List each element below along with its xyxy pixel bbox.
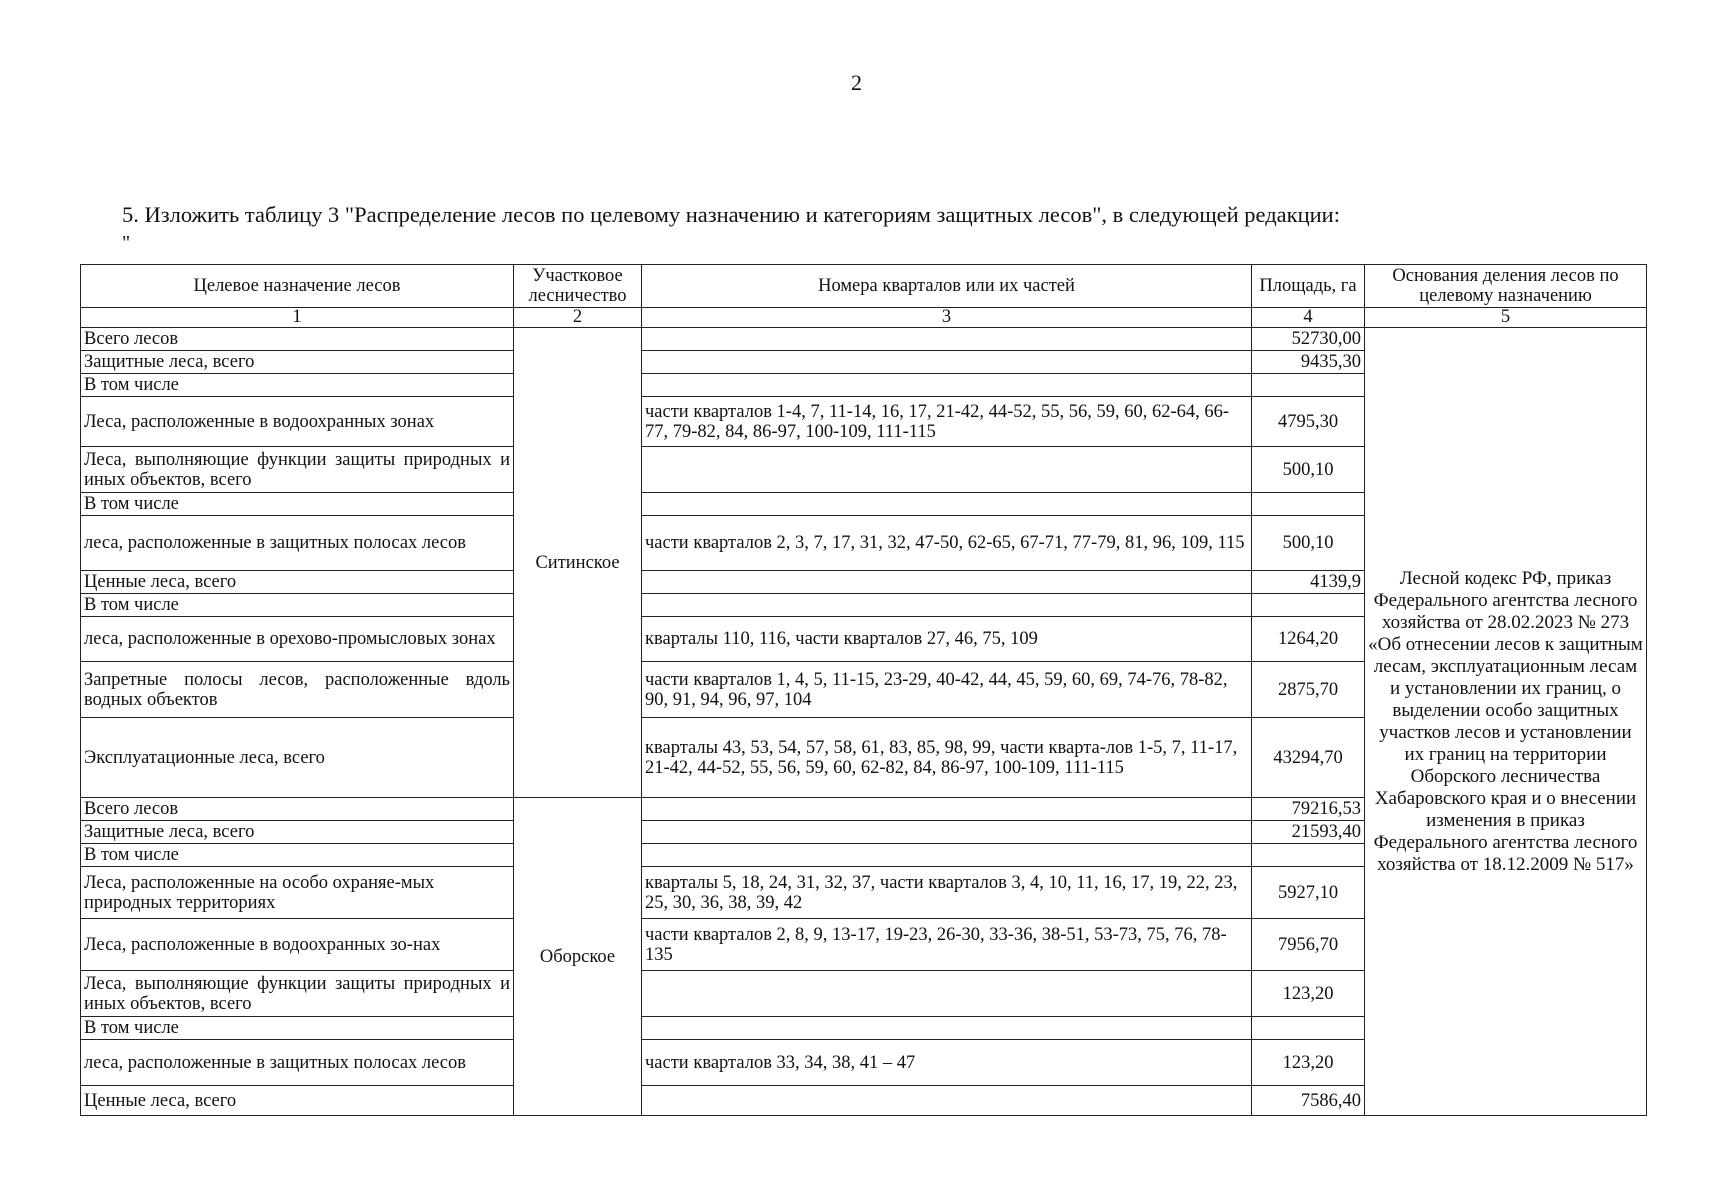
area-cell: 500,10 [1252,516,1365,571]
quarters-cell [642,971,1252,1017]
intro-text: 5. Изложить таблицу 3 "Распределение лесов по целевому назначению и категориям защитных лесов", в следующей редакции: [122,202,1340,227]
purpose-cell: В том числе [81,374,514,397]
purpose-cell: Всего лесов [81,328,514,351]
purpose-cell: Леса, выполняющие функции защиты природных и иных объектов, всего [81,447,514,493]
area-cell: 4795,30 [1252,397,1365,447]
purpose-cell: Леса, расположенные на особо охраняе-мых природных территориях [81,867,514,919]
header-forestry: Участковое лесничество [514,265,642,308]
area-cell: 7586,40 [1252,1086,1365,1116]
column-number: 5 [1365,308,1647,328]
area-cell [1252,594,1365,617]
purpose-cell: В том числе [81,493,514,516]
purpose-cell: леса, расположенные в защитных полосах лесов [81,516,514,571]
quarters-cell [642,821,1252,844]
purpose-cell: Запретные полосы лесов, расположенные вдоль водных объектов [81,662,514,718]
area-cell: 4139,9 [1252,571,1365,594]
area-cell: 500,10 [1252,447,1365,493]
quarters-cell: кварталы 5, 18, 24, 31, 32, 37, части кварталов 3, 4, 10, 11, 16, 17, 19, 22, 23, 25, 30, 36, 38, 39, 42 [642,867,1252,919]
purpose-cell: В том числе [81,594,514,617]
opening-quote: " [122,232,131,254]
quarters-cell: кварталы 110, 116, части кварталов 27, 46, 75, 109 [642,617,1252,662]
column-number-row [81,308,1647,328]
basis-cell: Лесной кодекс РФ, приказ Федерального агентства лесного хозяйства от 28.02.2023 № 273 «Об отнесении лесов к защитным лесам, эксплуатационным лесам и установлении их границ, о выделении особо защитных участков лесов и установлении их границ на территории Оборского лесничества Хабаровского края и о внесении изменения в приказ Федерального агентства лесного хозяйства от 18.12.2009 № 517» [1365,328,1647,1116]
area-cell: 7956,70 [1252,919,1365,971]
quarters-cell [642,1017,1252,1040]
header-row [81,265,1647,308]
column-number: 3 [642,308,1252,328]
forest-distribution-table [80,264,1647,1116]
purpose-cell: Леса, выполняющие функции защиты природных и иных объектов, всего [81,971,514,1017]
page-number: 2 [851,70,862,95]
quarters-cell: части кварталов 1-4, 7, 11-14, 16, 17, 21-42, 44-52, 55, 56, 59, 60, 62-64, 66-77, 79-82, 84, 86-97, 100-109, 111-115 [642,397,1252,447]
purpose-cell: леса, расположенные в защитных полосах лесов [81,1040,514,1086]
column-number: 2 [514,308,642,328]
area-cell: 123,20 [1252,971,1365,1017]
purpose-cell: Всего лесов [81,798,514,821]
quarters-cell [642,493,1252,516]
table-row [81,328,1647,351]
quarters-cell [642,447,1252,493]
area-cell [1252,493,1365,516]
purpose-cell: Ценные леса, всего [81,571,514,594]
header-area: Площадь, га [1252,265,1365,308]
forestry-cell: Ситинское [514,328,642,798]
area-cell [1252,374,1365,397]
quarters-cell: части кварталов 2, 8, 9, 13-17, 19-23, 26-30, 33-36, 38-51, 53-73, 75, 76, 78-135 [642,919,1252,971]
purpose-cell: Ценные леса, всего [81,1086,514,1116]
quarters-cell [642,571,1252,594]
quarters-cell: части кварталов 33, 34, 38, 41 – 47 [642,1040,1252,1086]
purpose-cell: Леса, расположенные в водоохранных зо-нах [81,919,514,971]
forestry-cell: Оборское [514,798,642,1116]
area-cell: 52730,00 [1252,328,1365,351]
header-basis: Основания деления лесов по целевому назначению [1365,265,1647,308]
area-cell: 79216,53 [1252,798,1365,821]
area-cell: 21593,40 [1252,821,1365,844]
quarters-cell [642,844,1252,867]
quarters-cell [642,1086,1252,1116]
column-number: 4 [1252,308,1365,328]
quarters-cell [642,374,1252,397]
purpose-cell: леса, расположенные в орехово-промысловых зонах [81,617,514,662]
header-quarters: Номера кварталов или их частей [642,265,1252,308]
purpose-cell: Защитные леса, всего [81,821,514,844]
area-cell: 2875,70 [1252,662,1365,718]
quarters-cell: кварталы 43, 53, 54, 57, 58, 61, 83, 85, 98, 99, части кварта-лов 1-5, 7, 11-17, 21-42, 44-52, 55, 56, 59, 60, 62-82, 84, 86-97, 100-109, 111-115 [642,718,1252,798]
area-cell: 43294,70 [1252,718,1365,798]
purpose-cell: В том числе [81,1017,514,1040]
column-number: 1 [81,308,514,328]
purpose-cell: Эксплуатационные леса, всего [81,718,514,798]
area-cell: 1264,20 [1252,617,1365,662]
purpose-cell: В том числе [81,844,514,867]
header-purpose: Целевое назначение лесов [81,265,514,308]
quarters-cell [642,328,1252,351]
purpose-cell: Леса, расположенные в водоохранных зонах [81,397,514,447]
quarters-cell [642,351,1252,374]
area-cell: 123,20 [1252,1040,1365,1086]
quarters-cell [642,798,1252,821]
area-cell: 5927,10 [1252,867,1365,919]
area-cell [1252,844,1365,867]
quarters-cell: части кварталов 1, 4, 5, 11-15, 23-29, 40-42, 44, 45, 59, 60, 69, 74-76, 78-82, 90, 91, 94, 96, 97, 104 [642,662,1252,718]
quarters-cell [642,594,1252,617]
quarters-cell: части кварталов 2, 3, 7, 17, 31, 32, 47-50, 62-65, 67-71, 77-79, 81, 96, 109, 115 [642,516,1252,571]
area-cell: 9435,30 [1252,351,1365,374]
purpose-cell: Защитные леса, всего [81,351,514,374]
area-cell [1252,1017,1365,1040]
